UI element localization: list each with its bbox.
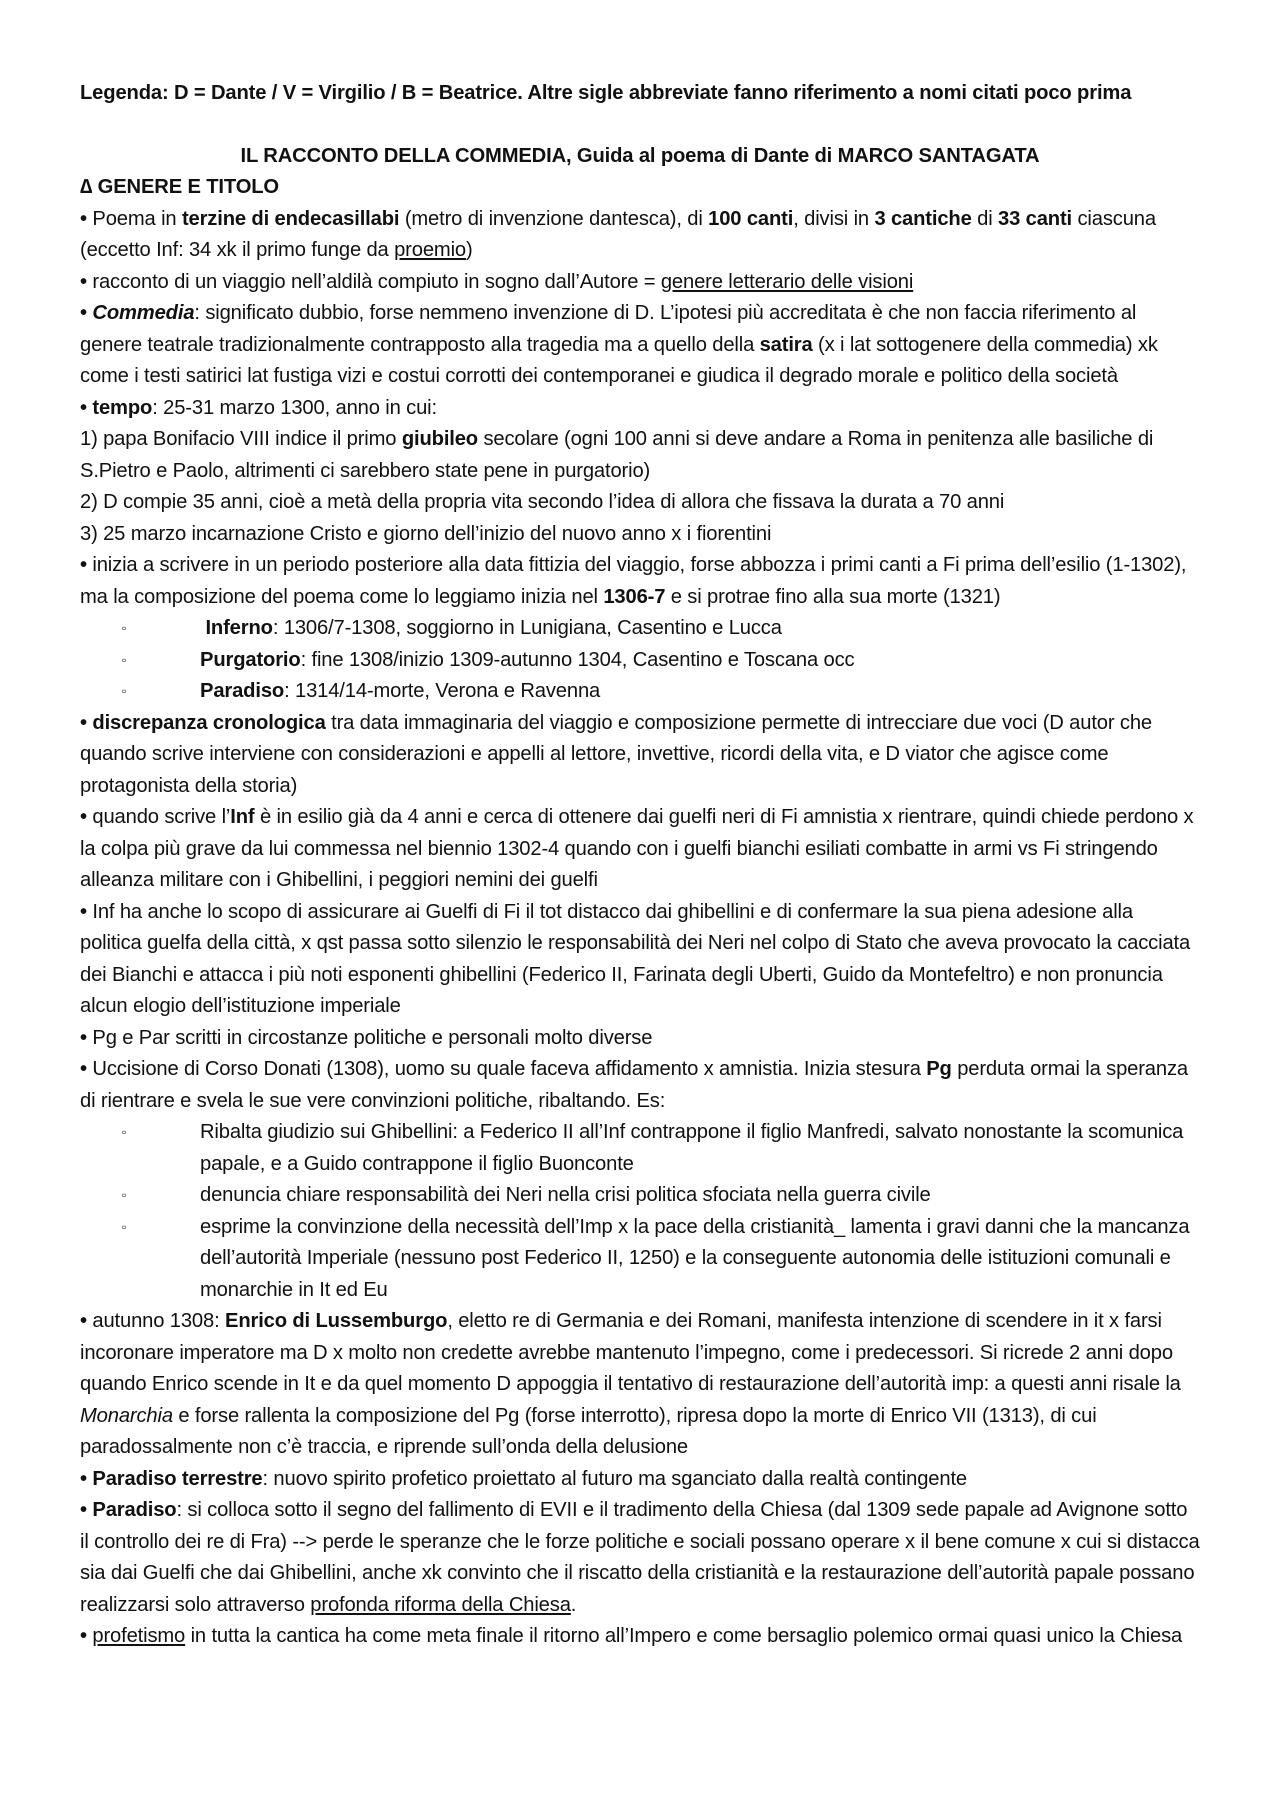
legend: Legenda: D = Dante / V = Virgilio / B = Beatrice. Altre sigle abbreviate fanno riferimento a nomi citati poco prima bbox=[80, 82, 1132, 104]
bullet: • bbox=[80, 900, 87, 923]
paragraph-pg-par: • Pg e Par scritti in circostanze politiche e personali molto diverse bbox=[80, 1026, 653, 1049]
paragraph-genre: • racconto di un viaggio nell’aldilà compiuto in sogno dall’Autore = genere letterario delle visioni bbox=[80, 270, 914, 293]
bullet: • bbox=[80, 270, 87, 293]
bullet: • bbox=[80, 806, 87, 828]
bullet: • bbox=[80, 1058, 87, 1080]
bullet: • bbox=[80, 1499, 87, 1521]
sub-item-impero: ▫ esprime la convinzione della necessità dell’Imp x la pace della cristianità_ lamenta i gravi danni che la mancanza dell’autorità Imperiale (nessuno post Federico II, 1250) e la conseguente autonomia delle istituzioni comunali e monarchie in It ed Eu bbox=[122, 1212, 1200, 1307]
sub-item-ghibellini: ▫ Ribalta giudizio sui Ghibellini: a Federico II all’Inf contrappone il figlio Manfredi, salvato nonostante la scomunica papale, e a Guido contrappone il figlio Buonconte bbox=[122, 1117, 1200, 1180]
bullet: • bbox=[80, 1026, 87, 1049]
bullet: • bbox=[80, 1467, 87, 1490]
paragraph-inf-scopo: • Inf ha anche lo scopo di assicurare ai Guelfi di Fi il tot distacco dai ghibellini e di confermare la sua piena adesione alla politica guelfa della città, x qst passa sotto silenzio le responsabilità dei Neri nel colpo di Stato che aveva provocato la cacciata dei Bianchi e attacca i più noti esponenti ghibellini (Federico II, Farinata degli Uberti, Guido da Montefeltro) e non pronuncia alcun elogio dell’istituzione imperiale bbox=[80, 900, 1191, 1017]
sub-item-inferno: ▫ Inferno: 1306/7-1308, soggiorno in Lunigiana, Casentino e Lucca bbox=[122, 613, 1200, 645]
bullet: • bbox=[80, 207, 87, 230]
paragraph-paradiso-terrestre: • Paradiso terrestre: nuovo spirito profetico proiettato al futuro ma sganciato dalla realtà contingente bbox=[80, 1467, 967, 1490]
sub-item-paradiso: ▫ Paradiso: 1314/14-morte, Verona e Ravenna bbox=[122, 676, 1200, 708]
paragraph-tempo: • tempo: 25-31 marzo 1300, anno in cui: bbox=[80, 396, 437, 419]
bullet: • bbox=[80, 711, 87, 734]
paragraph-profetismo: • profetismo in tutta la cantica ha come meta finale il ritorno all’Impero e come bersaglio polemico ormai quasi unico la Chiesa bbox=[80, 1625, 1183, 1647]
paragraph-discrepanza: • discrepanza cronologica tra data immaginaria del viaggio e composizione permette di intrecciare due voci (D autor che quando scrive interviene con considerazioni e appelli al lettore, invettive, ricordi della vita, e D viator che agisce come protagonista della storia) bbox=[80, 711, 1152, 797]
paragraph-esilio: • quando scrive l’Inf è in esilio già da 4 anni e cerca di ottenere dai guelfi neri di Fi amnistia x rientrare, quindi chiede perdono x la colpa più grave da lui commessa nel biennio 1302-4 quando con i guelfi bianchi esiliati combatte in armi vs Fi stringendo alleanza militare con i Ghibellini, i peggiori nemini dei guelfi bbox=[80, 806, 1194, 891]
square-bullet-icon: ▫ bbox=[122, 621, 127, 635]
square-bullet-icon: ▫ bbox=[122, 1125, 127, 1139]
square-bullet-icon: ▫ bbox=[122, 1219, 127, 1234]
paragraph-incarnazione: 3) 25 marzo incarnazione Cristo e giorno dell’inizio del nuovo anno x i fiorentini bbox=[80, 522, 772, 545]
paragraph-corso-donati: • Uccisione di Corso Donati (1308), uomo su quale faceva affidamento x amnistia. Inizia stesura Pg perduta ormai la speranza di rientrare e svela le sue vere convinzioni politiche, ribaltando. Es: bbox=[80, 1058, 1188, 1112]
bullet: • bbox=[80, 1625, 87, 1647]
paragraph-35-anni: 2) D compie 35 anni, cioè a metà della propria vita secondo l’idea di allora che fissava la durata a 70 anni bbox=[80, 491, 1005, 513]
square-bullet-icon: ▫ bbox=[122, 684, 127, 698]
document-title: IL RACCONTO DELLA COMMEDIA, Guida al poema di Dante di MARCO SANTAGATA bbox=[240, 144, 1040, 167]
bullet: • bbox=[80, 1310, 87, 1332]
paragraph-giubileo: 1) papa Bonifacio VIII indice il primo giubileo secolare (ogni 100 anni si deve andare a Roma in penitenza alle basiliche di S.Pietro e Paolo, altrimenti ci sarebbero state pene in purgatorio) bbox=[80, 428, 1154, 482]
paragraph-metre: • Poema in terzine di endecasillabi (metro di invenzione dantesca), di 100 canti, divisi in 3 cantiche di 33 canti ciascuna (eccetto Inf: 34 xk il primo funge da proemio) bbox=[80, 207, 1156, 261]
paragraph-paradiso: • Paradiso: si colloca sotto il segno del fallimento di EVII e il tradimento della Chiesa (dal 1309 sede papale ad Avignone sotto il controllo dei re di Fra) --> perde le speranze che le forze politiche e sociali possano operare x il bene comune x cui si distacca sia dai Guelfi che dai Ghibellini, anche xk convinto che il riscatto della cristianità e la restaurazione dell’autorità papale possano realizzarsi solo attraverso profonda riforma della Chiesa. bbox=[80, 1499, 1200, 1616]
sub-item-purgatorio: ▫ Purgatorio: fine 1308/inizio 1309-autunno 1304, Casentino e Toscana occ bbox=[122, 645, 1200, 677]
paragraph-commedia: • Commedia: significato dubbio, forse nemmeno invenzione di D. L’ipotesi più accreditata è che non faccia riferimento al genere teatrale tradizionalmente contrapposto alla tragedia ma a quello della satira (x i lat sottogenere della commedia) xk come i testi satirici lat fustiga vizi e costui corrotti dei contemporanei e giudica il degrado morale e politico della società bbox=[80, 302, 1158, 387]
bullet: • bbox=[80, 554, 87, 576]
bullet: • bbox=[80, 302, 87, 324]
square-bullet-icon: ▫ bbox=[122, 652, 127, 667]
section-heading: ∆ GENERE E TITOLO bbox=[80, 176, 279, 198]
sub-item-neri: ▫ denuncia chiare responsabilità dei Neri nella crisi politica sfociata nella guerra civile bbox=[122, 1180, 1200, 1212]
square-bullet-icon: ▫ bbox=[122, 1188, 127, 1202]
paragraph-composizione: • inizia a scrivere in un periodo posteriore alla data fittizia del viaggio, forse abbozza i primi canti a Fi prima dell’esilio (1-1302), ma la composizione del poema come lo leggiamo inizia nel 1306-7 e si protrae fino alla sua morte (1321) bbox=[80, 554, 1187, 608]
bullet: • bbox=[80, 396, 87, 419]
paragraph-enrico: • autunno 1308: Enrico di Lussemburgo, eletto re di Germania e dei Romani, manifesta intenzione di scendere in it x farsi incoronare imperatore ma D x molto non credette avrebbe mantenuto l’impegno, come i predecessori. Si ricrede 2 anni dopo quando Enrico scende in It e da quel momento D appoggia il tentativo di restaurazione dell’autorità imp: a questi anni risale la Monarchia e forse rallenta la composizione del Pg (forse interrotto), ripresa dopo la morte di Enrico VII (1313), di cui paradossalmente non c’è traccia, e riprende sull’onda della delusione bbox=[80, 1310, 1181, 1458]
